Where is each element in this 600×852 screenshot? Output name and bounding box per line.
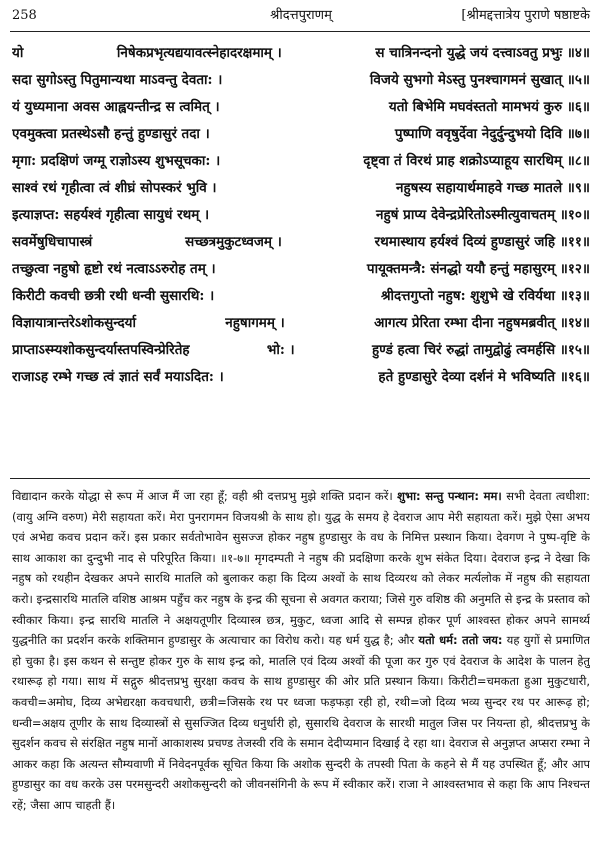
verse-line: एवमुक्त्वा प्रतस्थेऽसौ हन्तुं हुण्डासुरं तदा । पुष्पाणि ववृषुर्देवा नेदुर्दुन्दुभयो दिवि ॥७॥ <box>12 126 590 142</box>
header-rule <box>10 31 590 32</box>
section-title: [श्रीमद्दत्तात्रेय पुराणे षष्ठाष्टके <box>461 8 590 23</box>
verse-line: सदा सुगोऽस्तु पितुमान्यथा माऽवन्तु देवता: । विजये सुभगो मेऽस्तु पुनश्चागमनं सुखात् ॥५॥ <box>12 72 590 88</box>
verse-line: यो निषेकप्रभृत्यद्ययावत्स्नेहादरक्षमाम् । स चात्रिनन्दनो युद्धे जयं दत्त्वाऽवतु प्रभुः ॥४॥ <box>12 45 590 61</box>
verse-line: राजाऽह रम्भे गच्छ त्वं ज्ञातं सर्वं मयाऽदित: । हते हुण्डासुरे देव्या दर्शनं मे भविष्यति ॥१६॥ <box>12 369 590 385</box>
verse-line: सवर्मेषुधिचापास्त्रं सच्छत्रमुकुटध्वजम् । रथमास्थाय हर्यश्वं दिव्यं हुण्डासुरं जहि ॥११॥ <box>12 234 590 250</box>
page-title: श्रीदत्तपुराणम् <box>270 8 332 23</box>
section-rule <box>10 478 590 479</box>
verse-line: मृगा: प्रदक्षिणं जग्मू राज्ञोऽस्य शुभसूचका: । दृष्ट्वा तं विरथं प्राह शक्रोऽप्याहूय सारथिम् ॥८॥ <box>12 153 590 169</box>
page-number: 258 <box>12 8 37 23</box>
verse-line: किरीटी कवची छत्री रथी धन्वी सुसारथि: । श्रीदत्तगुप्तो नहुष: शुशुभे खे रविर्यथा ॥१३॥ <box>12 288 590 304</box>
verse-line: साश्वं रथं गृहीत्वा त्वं शीघ्रं सोपस्करं भुवि । नहुषस्य सहायार्थमाहवे गच्छ मातले ॥९॥ <box>12 180 590 196</box>
verse-line: यं युध्यमाना अवस आह्वयन्तीन्द्र स त्वमित् । यतो बिभेमि मघवंस्ततो मामभयं कुरु ॥६॥ <box>12 99 590 115</box>
verse-line: तच्छुत्वा नहुषो हृष्टो रथं नत्वाऽऽरुरोह तम् । पायूक्तमन्त्रै: संनद्धो ययौ हन्तुं महासुरम् ॥१२॥ <box>12 261 590 277</box>
page-header <box>12 4 590 28</box>
verse-block <box>12 40 590 391</box>
verse-line: इत्याज्ञप्त: सहर्यश्वं गृहीत्वा सायुधं रथम् । नहुषं प्राप्य देवेन्द्रप्रेरितोऽस्मीत्युवाचतम् ॥१०॥ <box>12 207 590 223</box>
bold-phrase: यतो धर्म: ततो जय: <box>418 633 503 648</box>
verse-line: विज्ञायात्रान्तरेऽशोकसुन्दर्या नहुषागमम् । आगत्य प्रेरिता रम्भा दीना नहुषमब्रवीत् ॥१४॥ <box>12 315 590 331</box>
bold-phrase: शुभा: सन्तु पन्थान: मम। <box>397 489 502 503</box>
commentary-paragraph: विद्यादान करके योद्धा से रूप में आज मैं जा रहा हूँ; वही श्री दत्तप्रभु मुझे शक्ति प्रदान करें। शुभा: सन्तु पन्थान: मम। सभी देवता त्वधीशा: (वायु अग्नि वरुण) मेरी सहायता करें। मेरा पुनरागमन विजयश्री के साथ हो। युद्ध के समय हे देवराज आप मेरी सहायता करें। मुझे ऐसा अभय एवं अभेद्य कवच प्रदान करें। इस प्रकार सर्वतोभावेन सुसज्ज होकर नहुष हुण्डासुर के वध के निमित्त प्रस्थान किया। देवगण ने पुष्प-वृष्टि के साथ आकाश का दुन्दुभी नाद से परिपूरित किया। ॥१-७॥ मृगदम्पती ने नहुष की प्रदक्षिणा करके शुभ संकेत दिया। देवराज इन्द्र ने देखा कि नहुष को रथहीन देखकर अपने सारथि मातलि को बुलाकर कहा कि दिव्य अश्वों के साथ दिव्यरथ को लेकर मर्त्यलोक में नहुष की सहायता करो। इन्द्रसारथि मातलि वशिष्ठ आश्रम पहुँच कर नहुष के इन्द्र की सूचना से अवगत कराया; जिसे गुरु वशिष्ठ की अनुमति से इन्द्र के प्रस्ताव को स्वीकार किया। इन्द्र सारथि मातलि ने अक्षयतूणीर दिव्यास्त्र छत्र, मुकुट, ध्वजा आदि से सम्पन्न होकर पूर्ण आश्वस्त होकर अपने सामर्थ्य युद्धनीति का प्रदर्शन करके शक्तिमान हुण्डासुर के अत्याचार का विरोध करो। यह धर्म युद्ध है; और यतो धर्म: ततो जय: यह युगों से प्रमाणित हो चुका है। इस कथन से सन्तुष्ट होकर गुरु के साथ इन्द्र को, मातलि एवं दिव्य अश्वों की पूजा कर गुरु एवं देवराज के आदेश के पालन हेतु रथारूढ़ हो गया। साथ में सद्गुरु श्रीदत्तप्रभु सुरक्षा कवच के साथ हुण्डासुर की ओर प्रति प्रस्थान किया। किरीटी=चमकता हुआ मुकुटधारी, कवची=अमोघ, दिव्य अभेद्यरक्षा कवचधारी, छत्री=जिसके रथ पर ध्वजा फड़फड़ा रही हो, रथी=जो दिव्य भव्य सुन्दर रथ पर आरूढ़ हो; धन्वी=अक्षय तूणीर के साथ दिव्यास्त्रों से सुसज्जित दिव्य धनुर्धारी हो, सुसारथि देवराज के सारथी मातुल जिस पर नियन्ता हो, श्रीदत्तप्रभु के सुदर्शन कवच से संरक्षित नहुष मानों आकाशस्थ प्रचण्ड तेजस्वी रवि के समान देदीप्यमान दिखाई दे रहा था। देवराज से अनुज्ञप्त अप्सरा रम्भा ने आकर कहा कि अत्यन्त सौम्यवाणी में निवेदनपूर्वक सूचित किया कि अशोक सुन्दरी के तपस्वी पिता के कहने से मैं यह उपस्थित हूँ; और आप हुण्डासुर का वध करके उस परमसुन्दरी अशोकसुन्दरी को जीवनसंगिनी के रूप में स्वीकार करें। राजा ने आश्वस्तभाव से कहा कि आप निश्चन्त रहें; जैसा आप चाहती हैं। <box>12 489 590 812</box>
verse-line: प्राप्ताऽस्म्यशोकसुन्दर्यास्तपस्विन्प्रेरितेह भो: । हुण्डं हत्वा चिरं रुद्धां तामुद्वोढुं त्वमर्हसि ॥१५॥ <box>12 342 590 358</box>
commentary-text <box>12 486 590 848</box>
